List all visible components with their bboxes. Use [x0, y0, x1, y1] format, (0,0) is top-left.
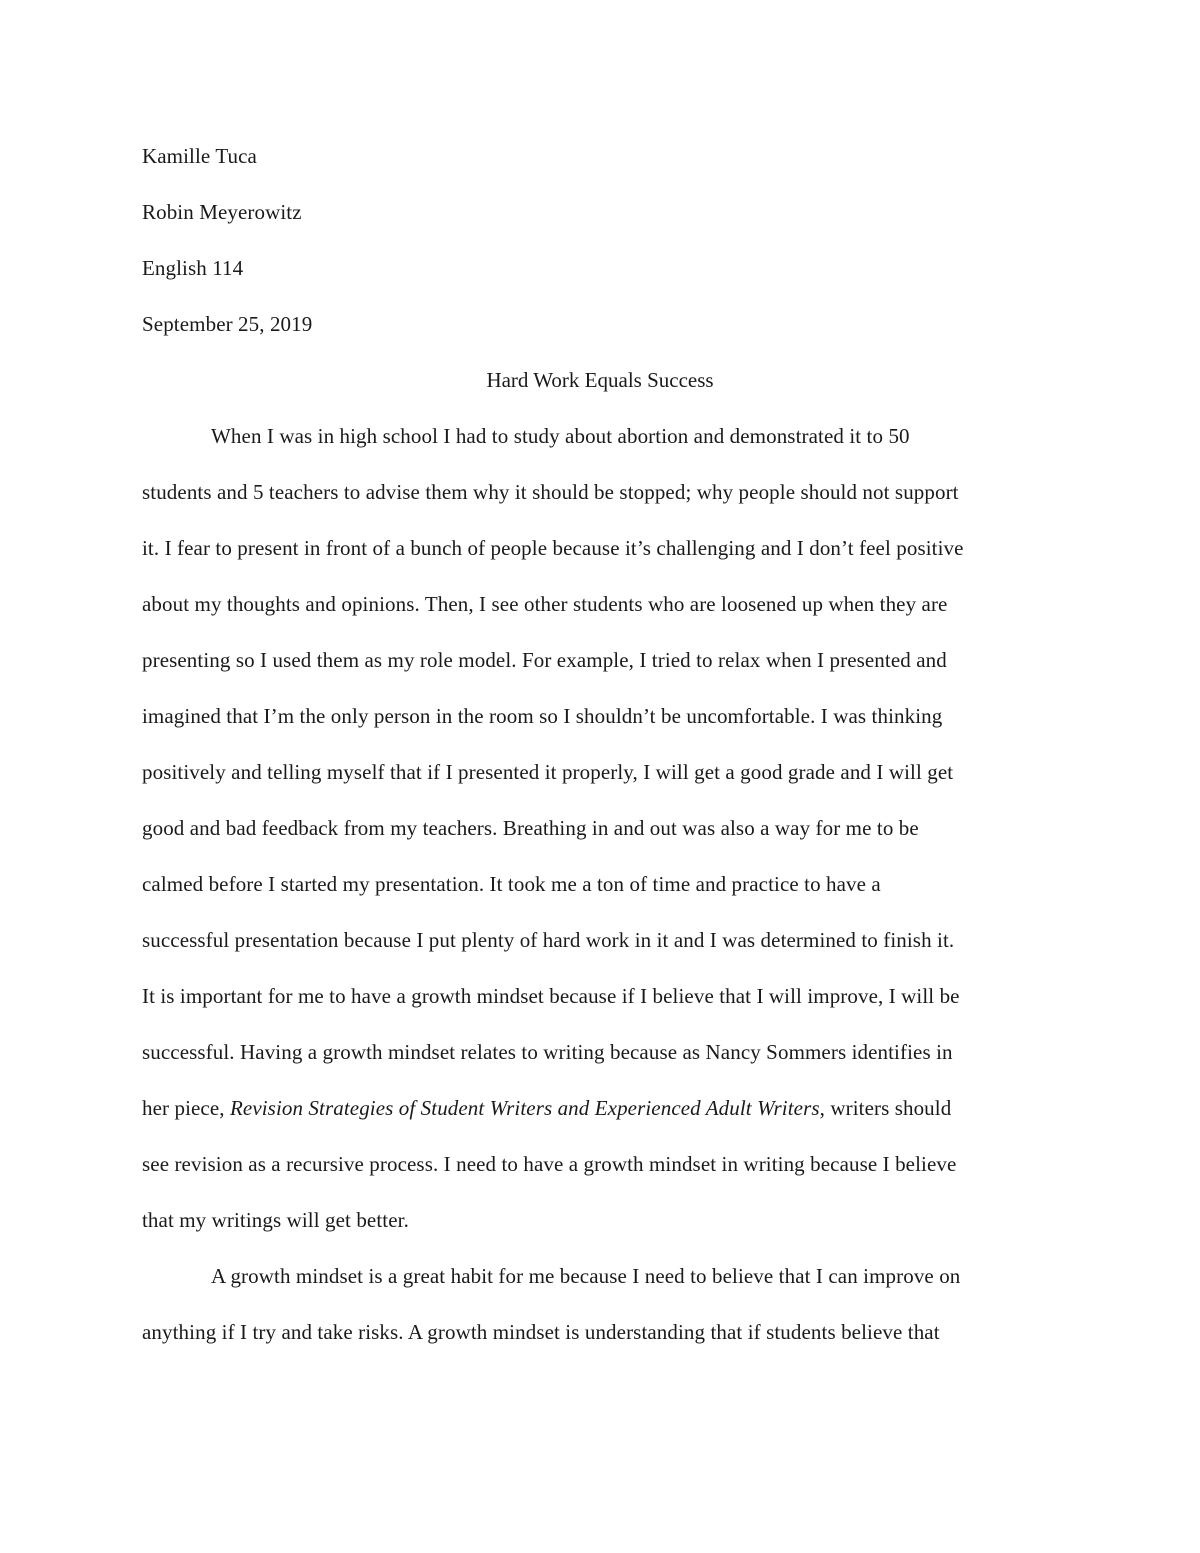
paragraph1-line: see revision as a recursive process. I need to have a growth mindset in writing because I believe	[142, 1152, 957, 1176]
instructor-name: Robin Meyerowitz	[142, 200, 302, 224]
paragraph1-line: positively and telling myself that if I presented it properly, I will get a good grade and I will get	[142, 760, 954, 784]
paragraph1-line: successful. Having a growth mindset relates to writing because as Nancy Sommers identifies in	[142, 1040, 953, 1064]
paragraph2-line: anything if I try and take risks. A growth mindset is understanding that if students believe that	[142, 1320, 940, 1344]
citation-trail-text: , writers should	[819, 1096, 952, 1120]
paragraph1-line: When I was in high school I had to study about abortion and demonstrated it to 50	[211, 424, 910, 448]
paragraph1-line-with-citation	[142, 1094, 951, 1122]
paragraph1-line: imagined that I’m the only person in the room so I shouldn’t be uncomfortable. I was thinking	[142, 704, 943, 728]
paragraph1-line: good and bad feedback from my teachers. Breathing in and out was also a way for me to be	[142, 816, 919, 840]
paragraph1-line: that my writings will get better.	[142, 1208, 409, 1232]
paragraph1-line: students and 5 teachers to advise them why it should be stopped; why people should not support	[142, 480, 959, 504]
paragraph1-line: presenting so I used them as my role model. For example, I tried to relax when I presented and	[142, 648, 947, 672]
paragraph1-line: it. I fear to present in front of a bunch of people because it’s challenging and I don’t feel positive	[142, 536, 964, 560]
paragraph1-line: successful presentation because I put plenty of hard work in it and I was determined to finish it.	[142, 928, 955, 952]
paragraph1-line: about my thoughts and opinions. Then, I see other students who are loosened up when they are	[142, 592, 948, 616]
student-name: Kamille Tuca	[142, 144, 257, 168]
paragraph2-line: A growth mindset is a great habit for me because I need to believe that I can improve on	[211, 1264, 961, 1288]
citation-lead-text: her piece,	[142, 1096, 230, 1120]
essay-date: September 25, 2019	[142, 312, 313, 336]
paragraph1-line: calmed before I started my presentation. It took me a ton of time and practice to have a	[142, 872, 881, 896]
cited-work-title: Revision Strategies of Student Writers and Experienced Adult Writers	[229, 1096, 820, 1120]
paragraph1-line: It is important for me to have a growth mindset because if I believe that I will improve, I will be	[142, 984, 960, 1008]
essay-title: Hard Work Equals Success	[486, 368, 714, 392]
course-name: English 114	[142, 256, 244, 280]
